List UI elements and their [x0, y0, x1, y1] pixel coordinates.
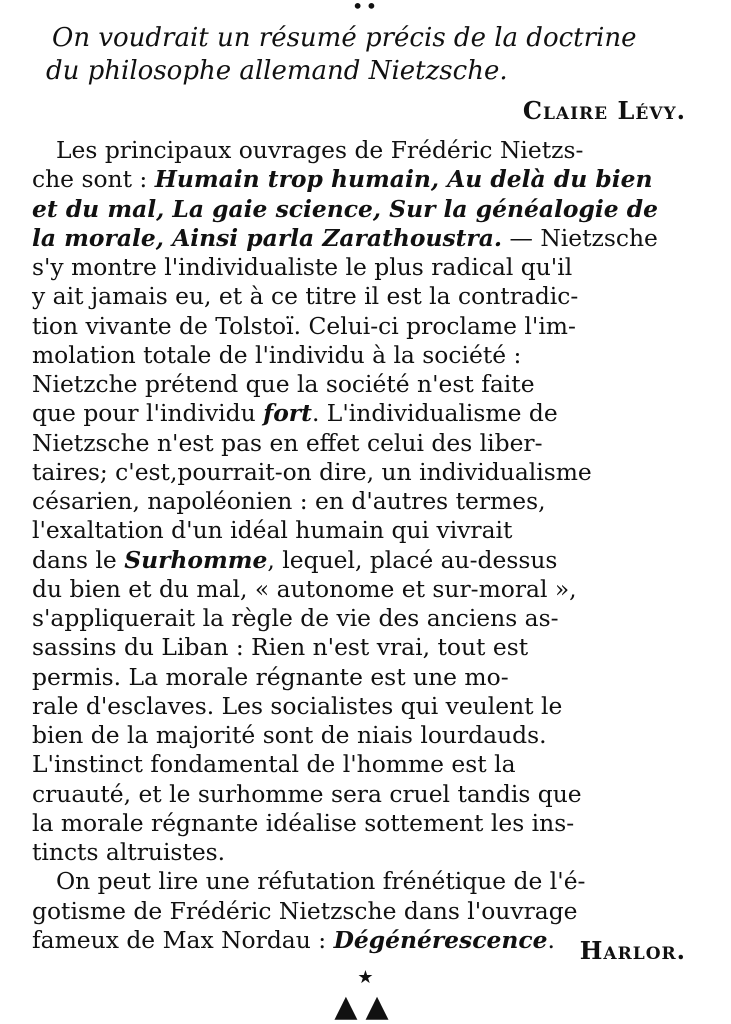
text-line: tincts altruistes. — [32, 838, 226, 866]
text-line: sassins du Liban : Rien n'est vrai, tout est — [32, 633, 529, 662]
text-line: Nietzche prétend que la société n'est faite — [32, 370, 535, 398]
emphasis: fort — [263, 399, 312, 428]
text-line: s'appliquerait la règle de vie des anciens as- — [32, 604, 559, 632]
text-run: . — [547, 925, 555, 954]
text-line: la morale régnante idéalise sottement les ins- — [32, 808, 575, 837]
text-line: tion vivante de Tolstoï. Celui-ci proclame l'im- — [32, 311, 576, 340]
answer-signature: Harlor. — [579, 936, 686, 965]
text-line: césarien, napoléonien : en d'autres termes, — [32, 487, 546, 515]
text-line: molation totale de l'individu à la société : — [32, 340, 522, 369]
text-line: permis. La morale régnante est une mo- — [32, 662, 509, 691]
work-title-line: et du mal, La gaie science, Sur la généalogie de — [32, 194, 658, 223]
text-run: que pour l'individu — [32, 399, 264, 428]
text-run: , lequel, placé au-dessus — [267, 545, 558, 574]
emphasis: Surhomme — [124, 545, 268, 574]
text-line: L'instinct fondamental de l'homme est la — [32, 750, 516, 779]
text-line: On peut lire une réfutation frénétique de l'é- — [56, 867, 586, 896]
text-line — [32, 165, 722, 194]
text-line — [32, 224, 722, 253]
text-run: fameux de Max Nordau : — [32, 925, 334, 954]
question-line: du philosophe allemand Nietzsche. — [46, 56, 508, 86]
reader-question — [46, 22, 712, 88]
text-line — [32, 546, 722, 575]
work-title: Dégénérescence — [333, 925, 548, 954]
text-run: . L'individualisme de — [311, 399, 558, 428]
text-run: — Nietzsche — [502, 223, 658, 252]
header-dots: •• — [351, 0, 380, 18]
answer-text — [32, 136, 722, 955]
question-line: On voudrait un résumé précis de la doctrine — [52, 23, 637, 53]
text-run: che sont : — [32, 165, 155, 194]
question-signature: Claire Lévy. — [522, 96, 686, 125]
text-line: bien de la majorité sont de niais lourdauds. — [32, 721, 547, 749]
text-line: Les principaux ouvrages de Frédéric Nietzs- — [56, 136, 584, 164]
star-icon: ★ — [357, 967, 374, 988]
work-title: la morale, Ainsi parla Zarathoustra. — [32, 223, 503, 252]
text-line: rale d'esclaves. Les socialistes qui veulent le — [32, 691, 563, 720]
text-run: dans le — [32, 545, 125, 574]
text-line: l'exaltation d'un idéal humain qui vivrait — [32, 516, 513, 545]
wedge-ornament-icon: ▲▲ — [334, 989, 397, 1024]
text-line: Nietzsche n'est pas en effet celui des liber- — [32, 428, 543, 457]
text-line: y ait jamais eu, et à ce titre il est la contradic- — [32, 282, 579, 311]
section-ornament — [0, 968, 731, 1022]
work-title: Humain trop humain, Au delà du bien — [154, 165, 653, 194]
text-line: du bien et du mal, « autonome et sur-moral », — [32, 574, 577, 603]
text-line: s'y montre l'individualiste le plus radical qu'il — [32, 253, 573, 281]
text-line: cruauté, et le surhomme sera cruel tandis que — [32, 779, 582, 808]
text-line: gotisme de Frédéric Nietzsche dans l'ouvrage — [32, 896, 578, 925]
text-line: taires; c'est,pourrait-on dire, un individualisme — [32, 457, 592, 486]
text-line — [32, 399, 722, 428]
